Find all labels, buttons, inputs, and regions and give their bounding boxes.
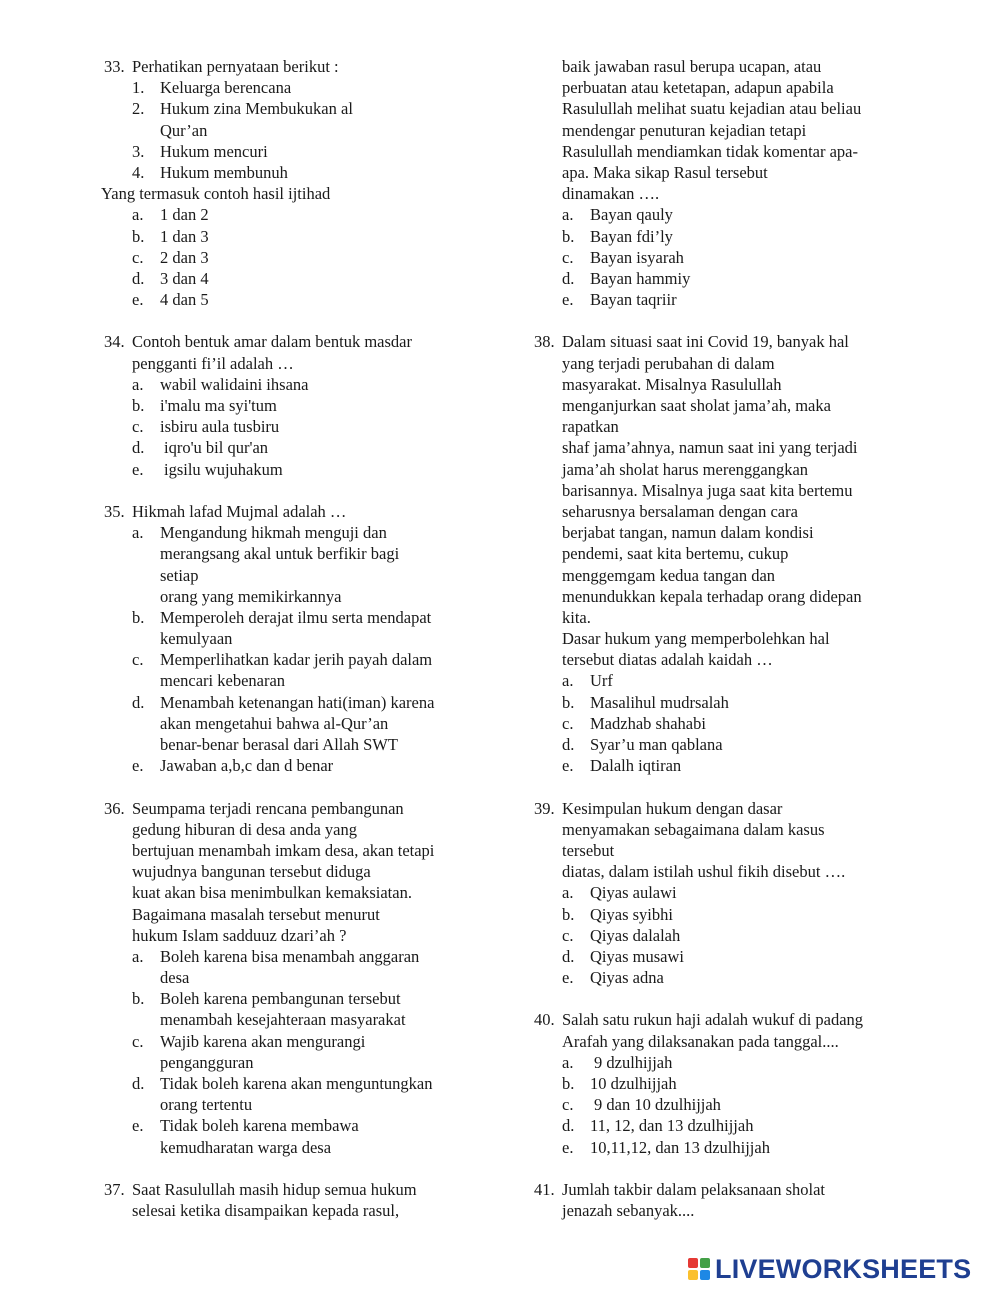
question-36-stem-line bbox=[104, 819, 484, 840]
question-38-stem-line bbox=[534, 628, 914, 649]
question-39-stem-line bbox=[534, 861, 914, 882]
answer-option[interactable] bbox=[104, 988, 484, 1009]
option-letter: a. bbox=[132, 205, 144, 225]
question-prompt bbox=[101, 183, 484, 204]
question-36-stem-line bbox=[104, 840, 484, 861]
option-text: Boleh karena bisa menambah anggaran bbox=[160, 946, 420, 966]
option-text: igsilu wujuhakum bbox=[164, 459, 283, 479]
option-text: Urf bbox=[590, 671, 613, 691]
prompt-text: Yang termasuk contoh hasil ijtihad bbox=[101, 184, 331, 204]
question-text: Arafah yang dilaksanakan pada tanggal.... bbox=[562, 1031, 839, 1051]
option-letter: a. bbox=[562, 205, 574, 225]
option-letter: e. bbox=[132, 459, 144, 479]
answer-option[interactable] bbox=[534, 713, 914, 734]
question-text: kita. bbox=[562, 607, 591, 627]
option-letter: c. bbox=[132, 247, 144, 267]
option-text: Bayan qauly bbox=[590, 205, 673, 225]
answer-option[interactable] bbox=[104, 607, 484, 628]
statement-item bbox=[104, 98, 484, 119]
option-letter: a. bbox=[132, 946, 144, 966]
question-number: 37. bbox=[104, 1179, 125, 1199]
answer-option[interactable] bbox=[104, 289, 484, 310]
statement-item bbox=[104, 120, 484, 141]
question-text: tersebut diatas adalah kaidah … bbox=[562, 650, 773, 670]
answer-option[interactable] bbox=[534, 670, 914, 691]
statement-text: Hukum mencuri bbox=[160, 141, 268, 161]
answer-option[interactable] bbox=[534, 226, 914, 247]
question-number: 40. bbox=[534, 1010, 555, 1030]
question-text: Hikmah lafad Mujmal adalah … bbox=[132, 501, 347, 521]
question-37-stem-line bbox=[534, 141, 914, 162]
question-38-stem-line bbox=[534, 501, 914, 522]
question-text: dinamakan …. bbox=[562, 184, 660, 204]
option-text: 10,11,12, dan 13 dzulhijjah bbox=[590, 1137, 770, 1157]
option-text: 4 dan 5 bbox=[160, 290, 209, 310]
question-text: menundukkan kepala terhadap orang didepan bbox=[562, 586, 862, 606]
option-text: Bayan fdi’ly bbox=[590, 226, 673, 246]
option-letter: e. bbox=[562, 756, 574, 776]
answer-option[interactable] bbox=[104, 649, 484, 670]
question-text: jenazah sebanyak.... bbox=[562, 1201, 695, 1221]
option-letter: a. bbox=[132, 374, 144, 394]
question-text: kuat akan bisa menimbulkan kemaksiatan. bbox=[132, 883, 412, 903]
question-text: masyarakat. Misalnya Rasulullah bbox=[562, 374, 782, 394]
statement-text: Hukum zina Membukukan al bbox=[160, 99, 353, 119]
question-text: rapatkan bbox=[562, 417, 619, 437]
answer-option[interactable] bbox=[104, 1115, 484, 1136]
question-number: 36. bbox=[104, 798, 125, 818]
answer-option[interactable] bbox=[534, 204, 914, 225]
question-text: Dalam situasi saat ini Covid 19, banyak hal bbox=[562, 332, 849, 352]
answer-option[interactable] bbox=[104, 416, 484, 437]
question-text: Contoh bentuk amar dalam bentuk masdar bbox=[132, 332, 412, 352]
question-text: Salah satu rukun haji adalah wukuf di padang bbox=[562, 1010, 864, 1030]
question-text: menggemgam kedua tangan dan bbox=[562, 565, 776, 585]
option-text: Bayan isyarah bbox=[590, 247, 684, 267]
question-text: Rasulullah melihat suatu kejadian atau beliau bbox=[562, 99, 862, 119]
option-text: benar-benar berasal dari Allah SWT bbox=[160, 735, 398, 754]
statement-number: 2. bbox=[132, 99, 145, 119]
option-continuation bbox=[104, 586, 484, 607]
option-text: Qiyas musawi bbox=[590, 946, 684, 966]
question-text: barisannya. Misalnya juga saat kita bertemu bbox=[562, 480, 853, 500]
question-38-stem-line bbox=[534, 565, 914, 586]
spacer bbox=[534, 310, 914, 331]
question-36-stem bbox=[104, 798, 484, 819]
option-letter: d. bbox=[562, 268, 575, 288]
question-37-stem-line bbox=[534, 183, 914, 204]
option-text: orang yang memikirkannya bbox=[160, 586, 342, 606]
answer-option[interactable] bbox=[534, 734, 914, 755]
option-continuation bbox=[104, 628, 484, 649]
option-continuation bbox=[104, 670, 484, 691]
option-text: Qiyas syibhi bbox=[590, 904, 673, 924]
question-text: Perhatikan pernyataan berikut : bbox=[132, 57, 339, 76]
question-text: bertujuan menambah imkam desa, akan tetapi bbox=[132, 840, 435, 860]
option-letter: a. bbox=[562, 883, 574, 903]
answer-option[interactable] bbox=[534, 1115, 914, 1136]
question-text: Dasar hukum yang memperbolehkan hal bbox=[562, 629, 830, 649]
statement-item bbox=[104, 141, 484, 162]
question-40-stem bbox=[534, 1009, 914, 1030]
option-letter: c. bbox=[562, 1095, 574, 1115]
answer-option[interactable] bbox=[534, 925, 914, 946]
logo-tile-red bbox=[688, 1258, 698, 1268]
question-text: Rasulullah mendiamkan tidak komentar apa- bbox=[562, 141, 858, 161]
question-text: diatas, dalam istilah ushul fikih disebut …. bbox=[562, 862, 846, 882]
statement-number: 4. bbox=[132, 162, 145, 182]
option-letter: d. bbox=[562, 1116, 575, 1136]
option-letter: a. bbox=[562, 671, 574, 691]
option-text: iqro'u bil qur'an bbox=[164, 438, 269, 458]
question-text: Saat Rasulullah masih hidup semua hukum bbox=[132, 1179, 417, 1199]
option-continuation bbox=[104, 565, 484, 586]
option-text: wabil walidaini ihsana bbox=[160, 374, 309, 394]
liveworksheets-logo bbox=[688, 1254, 971, 1284]
liveworksheets-logo-icon bbox=[688, 1258, 710, 1280]
option-text: menambah kesejahteraan masyarakat bbox=[160, 1010, 406, 1030]
option-text: Menambah ketenangan hati(iman) karena bbox=[160, 692, 435, 712]
option-text: orang tertentu bbox=[160, 1095, 253, 1115]
question-38-stem bbox=[534, 331, 914, 352]
option-letter: d. bbox=[132, 692, 145, 712]
question-text: menganjurkan saat sholat jama’ah, maka bbox=[562, 396, 831, 415]
option-text: Memperoleh derajat ilmu serta mendapat bbox=[160, 607, 432, 627]
option-continuation bbox=[104, 1137, 484, 1158]
answer-option[interactable] bbox=[104, 755, 484, 776]
answer-option[interactable] bbox=[104, 226, 484, 247]
left-column bbox=[101, 56, 484, 1221]
option-text: 1 dan 3 bbox=[160, 226, 209, 246]
statement-number: 3. bbox=[132, 141, 145, 161]
question-38-stem-line bbox=[534, 395, 914, 416]
question-38-stem-line bbox=[534, 353, 914, 374]
question-text: perbuatan atau ketetapan, adapun apabila bbox=[562, 78, 834, 98]
answer-option[interactable] bbox=[104, 1031, 484, 1052]
option-text: 2 dan 3 bbox=[160, 247, 209, 267]
question-39-stem-line bbox=[534, 840, 914, 861]
option-continuation bbox=[104, 967, 484, 988]
question-38-stem-line bbox=[534, 437, 914, 458]
question-39-stem-line bbox=[534, 819, 914, 840]
answer-option[interactable] bbox=[534, 882, 914, 903]
question-text: tersebut bbox=[562, 840, 615, 860]
answer-option[interactable] bbox=[534, 692, 914, 713]
question-text: apa. Maka sikap Rasul tersebut bbox=[562, 162, 768, 182]
spacer bbox=[104, 310, 484, 331]
question-33-stem bbox=[104, 56, 484, 77]
option-letter: e. bbox=[562, 290, 574, 310]
question-text: mendengar penuturan kejadian tetapi bbox=[562, 120, 807, 140]
option-letter: d. bbox=[132, 1074, 145, 1093]
answer-option[interactable] bbox=[104, 1073, 484, 1094]
spacer bbox=[534, 776, 914, 797]
option-text: 10 dzulhijjah bbox=[590, 1074, 677, 1093]
option-text: Boleh karena pembangunan tersebut bbox=[160, 989, 401, 1009]
logo-text: LIVEWORKSHEETS bbox=[715, 1253, 972, 1284]
spacer bbox=[104, 776, 484, 797]
option-text: i'malu ma syi'tum bbox=[160, 396, 277, 415]
answer-option[interactable] bbox=[534, 247, 914, 268]
question-35-stem bbox=[104, 501, 484, 522]
option-text: 9 dan 10 dzulhijjah bbox=[594, 1095, 721, 1115]
option-letter: d. bbox=[132, 438, 145, 458]
question-text: seharusnya bersalaman dengan cara bbox=[562, 501, 798, 521]
question-text: yang terjadi perubahan di dalam bbox=[562, 353, 775, 373]
question-text: berjabat tangan, namun dalam kondisi bbox=[562, 523, 814, 543]
question-number: 34. bbox=[104, 332, 125, 352]
question-number: 35. bbox=[104, 501, 125, 521]
answer-option[interactable] bbox=[534, 1094, 914, 1115]
option-continuation bbox=[104, 543, 484, 564]
option-text: Wajib karena akan mengurangi bbox=[160, 1031, 366, 1051]
question-37-stem-line bbox=[534, 162, 914, 183]
question-38-stem-line bbox=[534, 522, 914, 543]
logo-tile-blue bbox=[700, 1270, 710, 1280]
option-letter: c. bbox=[562, 713, 574, 733]
option-letter: c. bbox=[132, 1031, 144, 1051]
spacer bbox=[534, 1158, 914, 1179]
answer-option[interactable] bbox=[534, 946, 914, 967]
question-38-stem-line bbox=[534, 543, 914, 564]
option-text: pengangguran bbox=[160, 1052, 254, 1072]
question-38-stem-line bbox=[534, 480, 914, 501]
question-text: pendemi, saat kita bertemu, cukup bbox=[562, 544, 789, 564]
statement-text: Keluarga berencana bbox=[160, 78, 292, 98]
question-34-stem bbox=[104, 331, 484, 352]
option-letter: b. bbox=[562, 692, 575, 712]
option-letter: b. bbox=[132, 989, 145, 1009]
question-38-stem-line bbox=[534, 586, 914, 607]
question-text: Seumpama terjadi rencana pembangunan bbox=[132, 798, 404, 818]
question-36-stem-line bbox=[104, 925, 484, 946]
answer-option[interactable] bbox=[534, 289, 914, 310]
question-37-stem-line bbox=[104, 1200, 484, 1221]
option-text: Bayan taqriir bbox=[590, 290, 677, 310]
option-text: merangsang akal untuk berfikir bagi bbox=[160, 544, 400, 564]
question-number: 41. bbox=[534, 1179, 555, 1199]
option-letter: e. bbox=[132, 290, 144, 310]
question-39-stem bbox=[534, 798, 914, 819]
option-letter: d. bbox=[562, 946, 575, 966]
question-37-stem-line bbox=[534, 120, 914, 141]
option-continuation bbox=[104, 734, 484, 755]
statement-item bbox=[104, 162, 484, 183]
option-text: 1 dan 2 bbox=[160, 205, 209, 225]
question-41-stem bbox=[534, 1179, 914, 1200]
question-36-stem-line bbox=[104, 861, 484, 882]
answer-option[interactable] bbox=[534, 904, 914, 925]
answer-option[interactable] bbox=[534, 268, 914, 289]
spacer bbox=[534, 988, 914, 1009]
option-text: desa bbox=[160, 968, 190, 988]
question-34-stem-line bbox=[104, 353, 484, 374]
right-column bbox=[534, 56, 914, 1221]
question-36-stem-line bbox=[104, 882, 484, 903]
option-text: Qiyas dalalah bbox=[590, 925, 681, 945]
option-text: Qiyas adna bbox=[590, 968, 664, 988]
answer-option[interactable] bbox=[534, 1137, 914, 1158]
option-text: Dalalh iqtiran bbox=[590, 756, 682, 776]
answer-option[interactable] bbox=[104, 395, 484, 416]
option-continuation bbox=[104, 1052, 484, 1073]
option-letter: e. bbox=[562, 968, 574, 988]
option-letter: b. bbox=[562, 1074, 575, 1093]
logo-tile-green bbox=[700, 1258, 710, 1268]
question-37-stem-line bbox=[534, 77, 914, 98]
option-letter: c. bbox=[132, 650, 144, 670]
option-letter: c. bbox=[132, 417, 144, 437]
question-41-stem-line bbox=[534, 1200, 914, 1221]
question-text: Kesimpulan hukum dengan dasar bbox=[562, 798, 783, 818]
answer-option[interactable] bbox=[534, 967, 914, 988]
question-text: jama’ah sholat harus merenggangkan bbox=[562, 459, 809, 479]
answer-option[interactable] bbox=[104, 437, 484, 458]
answer-option[interactable] bbox=[104, 268, 484, 289]
question-38-stem-line bbox=[534, 649, 914, 670]
option-continuation bbox=[104, 1009, 484, 1030]
spacer bbox=[104, 480, 484, 501]
answer-option[interactable] bbox=[104, 247, 484, 268]
question-40-stem-line bbox=[534, 1031, 914, 1052]
option-text: Memperlihatkan kadar jerih payah dalam bbox=[160, 650, 433, 670]
option-letter: e. bbox=[132, 1116, 144, 1136]
option-continuation bbox=[104, 1094, 484, 1115]
option-letter: d. bbox=[562, 735, 575, 754]
question-38-stem-line bbox=[534, 607, 914, 628]
question-38-stem-line bbox=[534, 416, 914, 437]
question-38-stem-line bbox=[534, 459, 914, 480]
option-text: kemudharatan warga desa bbox=[160, 1137, 332, 1157]
option-text: mencari kebenaran bbox=[160, 671, 286, 691]
question-text: Bagaimana masalah tersebut menurut bbox=[132, 904, 380, 924]
question-text: gedung hiburan di desa anda yang bbox=[132, 819, 357, 839]
option-letter: b. bbox=[132, 607, 145, 627]
question-text: baik jawaban rasul berupa ucapan, atau bbox=[562, 57, 822, 76]
answer-option[interactable] bbox=[104, 459, 484, 480]
option-letter: a. bbox=[562, 1052, 574, 1072]
answer-option[interactable] bbox=[104, 374, 484, 395]
question-text: selesai ketika disampaikan kepada rasul, bbox=[132, 1201, 400, 1221]
option-text: setiap bbox=[160, 565, 199, 585]
question-text: wujudnya bangunan tersebut diduga bbox=[132, 862, 371, 882]
option-text: Madzhab shahabi bbox=[590, 713, 706, 733]
question-text: Jumlah takbir dalam pelaksanaan sholat bbox=[562, 1179, 826, 1199]
question-number: 39. bbox=[534, 798, 555, 818]
option-text: Bayan hammiy bbox=[590, 268, 691, 288]
question-36-stem-line bbox=[104, 904, 484, 925]
option-text: Qiyas aulawi bbox=[590, 883, 677, 903]
answer-option[interactable] bbox=[534, 1073, 914, 1094]
statement-text: Qur’an bbox=[160, 120, 208, 140]
spacer bbox=[104, 1158, 484, 1179]
answer-option[interactable] bbox=[104, 204, 484, 225]
answer-option[interactable] bbox=[104, 692, 484, 713]
question-37-stem-line bbox=[534, 98, 914, 119]
option-text: akan mengetahui bahwa al-Qur’an bbox=[160, 713, 389, 733]
option-letter: c. bbox=[562, 247, 574, 267]
option-text: Tidak boleh karena akan menguntungkan bbox=[160, 1074, 433, 1093]
option-text: kemulyaan bbox=[160, 629, 233, 649]
question-number: 33. bbox=[104, 57, 125, 76]
option-text: Tidak boleh karena membawa bbox=[160, 1116, 359, 1136]
option-text: Mengandung hikmah menguji dan bbox=[160, 523, 387, 543]
statement-number: 1. bbox=[132, 78, 145, 98]
question-text: pengganti fi’il adalah … bbox=[132, 353, 294, 373]
question-37-stem bbox=[104, 1179, 484, 1200]
question-38-stem-line bbox=[534, 374, 914, 395]
option-text: 9 dzulhijjah bbox=[594, 1052, 673, 1072]
question-number: 38. bbox=[534, 332, 555, 352]
logo-tile-yellow bbox=[688, 1270, 698, 1280]
option-letter: a. bbox=[132, 523, 144, 543]
option-text: Syar’u man qablana bbox=[590, 735, 723, 754]
option-text: Jawaban a,b,c dan d benar bbox=[160, 756, 334, 776]
option-letter: b. bbox=[132, 396, 145, 415]
option-letter: b. bbox=[562, 226, 575, 246]
option-letter: b. bbox=[562, 904, 575, 924]
option-text: 11, 12, dan 13 dzulhijjah bbox=[590, 1116, 754, 1136]
option-letter: e. bbox=[562, 1137, 574, 1157]
option-text: Masalihul mudrsalah bbox=[590, 692, 729, 712]
option-letter: c. bbox=[562, 925, 574, 945]
answer-option[interactable] bbox=[534, 1052, 914, 1073]
answer-option[interactable] bbox=[104, 522, 484, 543]
option-letter: d. bbox=[132, 268, 145, 288]
statement-text: Hukum membunuh bbox=[160, 162, 288, 182]
option-text: 3 dan 4 bbox=[160, 268, 209, 288]
statement-item bbox=[104, 77, 484, 98]
option-letter: b. bbox=[132, 226, 145, 246]
answer-option[interactable] bbox=[104, 946, 484, 967]
question-text: menyamakan sebagaimana dalam kasus bbox=[562, 819, 825, 839]
question-text: hukum Islam sadduuz dzari’ah ? bbox=[132, 925, 347, 945]
answer-option[interactable] bbox=[534, 755, 914, 776]
option-continuation bbox=[104, 713, 484, 734]
question-37-stem-line bbox=[534, 56, 914, 77]
option-letter: e. bbox=[132, 756, 144, 776]
question-text: shaf jama’ahnya, namun saat ini yang terjadi bbox=[562, 438, 858, 458]
option-text: isbiru aula tusbiru bbox=[160, 417, 280, 437]
